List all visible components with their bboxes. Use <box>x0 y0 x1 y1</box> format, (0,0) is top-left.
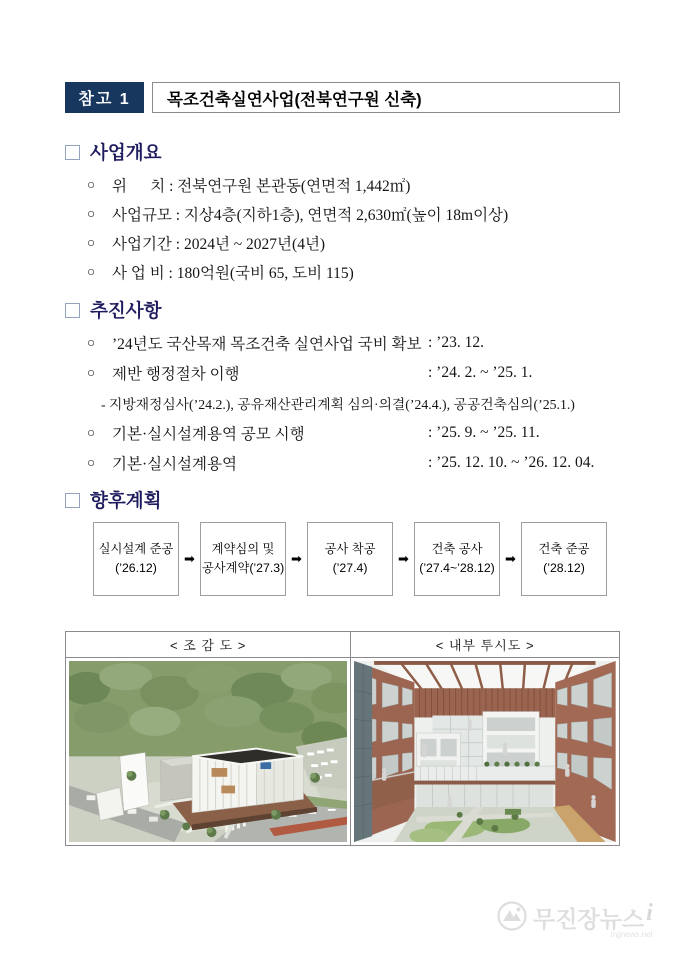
flow-step-date: (’27.4) <box>332 561 368 575</box>
circle-bullet-icon: ○ <box>87 455 96 470</box>
section-heading-overview <box>65 139 622 165</box>
watermark-i-mark: i <box>646 900 653 926</box>
progress-lines <box>65 328 622 478</box>
flow-step-contract <box>200 522 286 596</box>
circle-bullet-icon: ○ <box>87 335 96 350</box>
section-heading-progress <box>65 297 622 323</box>
progress-item-date: : ’25. 12. 10. ~ ’26. 12. 04. <box>428 454 595 471</box>
overview-location: 위 치 : 전북연구원 본관동(연면적 1,442㎡) <box>112 177 411 195</box>
section-title: 추진사항 <box>90 300 162 321</box>
list-item <box>65 448 622 478</box>
list-item <box>65 170 622 199</box>
interior-view-image <box>354 661 616 842</box>
section-overview <box>65 139 622 286</box>
progress-item-date: : ’24. 2. ~ ’25. 1. <box>428 364 533 381</box>
circle-bullet-icon: ○ <box>87 425 96 440</box>
flow-step-construction <box>414 522 500 596</box>
aerial-view-cell <box>66 658 351 845</box>
square-bullet-icon <box>65 303 80 318</box>
reference-badge: 참고 1 <box>65 82 144 113</box>
list-item <box>65 328 622 358</box>
section-heading-future <box>65 487 622 513</box>
watermark-name: 무진장뉴스 <box>533 906 645 932</box>
flow-step-label: 공사 착공 <box>324 541 376 556</box>
progress-item-date: : ’23. 12. <box>428 334 484 351</box>
list-item <box>65 358 622 388</box>
circle-bullet-icon: ○ <box>87 263 96 279</box>
flow-step-date: (’26.12) <box>115 561 157 575</box>
flow-step-label: 건축 공사 <box>431 541 483 556</box>
flow-step-label: 계약심의 및 <box>211 541 275 556</box>
progress-subitem-text: - 지방재정심사(’24.2.), 공유재산관리계획 심의·의결(’24.4.), 공공건축심의(’25.1.) <box>101 397 575 412</box>
overview-scale: 사업규모 : 지상4층(지하1층), 연면적 2,630㎡(높이 18m이상) <box>112 206 509 224</box>
drawing-header-interior: < 내부 투시도 > <box>351 632 619 658</box>
circle-bullet-icon: ○ <box>87 234 96 250</box>
right-arrow-icon: ➡ <box>398 551 409 567</box>
list-subitem <box>65 388 622 418</box>
progress-item-text: 기본·실시설계용역 <box>112 456 237 473</box>
mountain-logo-icon <box>497 901 527 931</box>
flow-step-design-completion <box>93 522 179 596</box>
drawing-header-aerial: < 조 감 도 > <box>66 632 351 658</box>
flow-step-date: (’28.12) <box>543 561 585 575</box>
overview-budget: 사 업 비 : 180억원(국비 65, 도비 115) <box>112 264 354 282</box>
flow-step-completion <box>521 522 607 596</box>
right-arrow-icon: ➡ <box>505 551 516 567</box>
flow-step-date: (’27.4~’28.12) <box>419 561 495 575</box>
section-progress <box>65 297 622 478</box>
progress-item-date: : ’25. 9. ~ ’25. 11. <box>428 424 540 441</box>
circle-bullet-icon: ○ <box>87 176 96 192</box>
flow-step-date: 공사계약(’27.3) <box>201 561 285 575</box>
list-item <box>65 418 622 448</box>
drawings-table <box>65 631 620 846</box>
square-bullet-icon <box>65 145 80 160</box>
flow-step-groundbreaking <box>307 522 393 596</box>
progress-item-text: ’24년도 국산목재 목조건축 실연사업 국비 확보 <box>112 336 422 353</box>
section-title: 향후계획 <box>90 490 162 511</box>
future-plan-flow <box>93 522 607 596</box>
news-watermark <box>497 901 653 939</box>
watermark-text <box>533 901 653 939</box>
list-item <box>65 228 622 257</box>
watermark-url: mjjnews.net <box>610 930 653 939</box>
doc-title: 목조건축실연사업(전북연구원 신축) <box>167 90 422 109</box>
doc-title-box <box>152 82 620 113</box>
right-arrow-icon: ➡ <box>184 551 195 567</box>
flow-step-label: 건축 준공 <box>538 541 590 556</box>
square-bullet-icon <box>65 493 80 508</box>
list-item <box>65 199 622 228</box>
circle-bullet-icon: ○ <box>87 205 96 221</box>
circle-bullet-icon: ○ <box>87 365 96 380</box>
aerial-view-image <box>69 661 347 842</box>
overview-period: 사업기간 : 2024년 ~ 2027년(4년) <box>112 235 326 253</box>
right-arrow-icon: ➡ <box>291 551 302 567</box>
section-future-plan <box>65 487 622 513</box>
flow-step-label: 실시설계 준공 <box>98 541 174 556</box>
progress-item-text: 기본·실시설계용역 공모 시행 <box>112 426 305 443</box>
list-item <box>65 257 622 286</box>
overview-lines <box>65 170 622 286</box>
interior-view-cell <box>351 658 619 845</box>
progress-item-text: 제반 행정절차 이행 <box>112 366 240 383</box>
doc-header <box>65 82 620 113</box>
section-title: 사업개요 <box>90 142 162 163</box>
